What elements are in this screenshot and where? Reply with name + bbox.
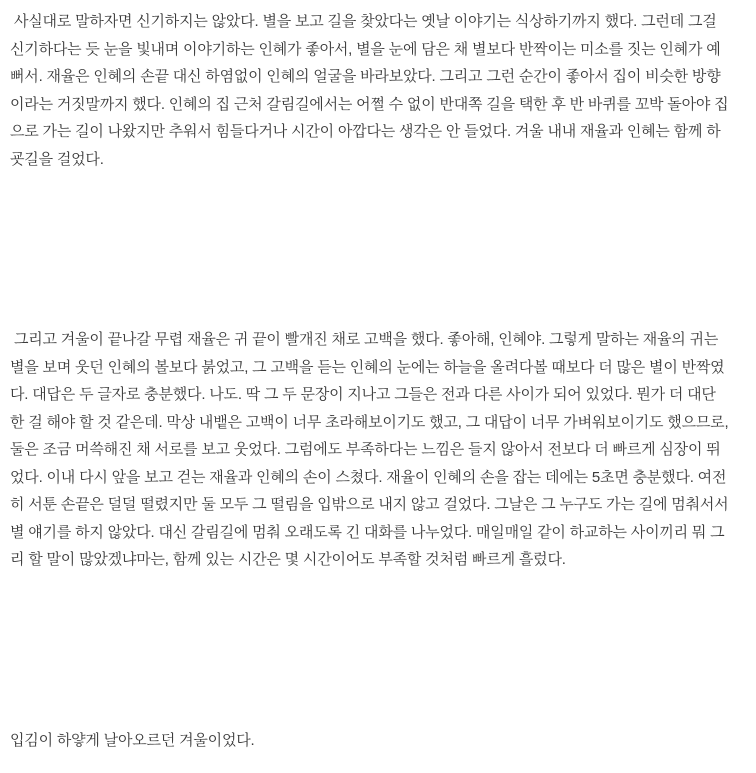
text-line: 었다. 이내 다시 앞을 보고 걷는 재율과 인혜의 손이 스쳤다. 재율이 인혜의 손을 잡는 데에는 5초면 충분했다. 여전 xyxy=(10,468,727,486)
text-line: 히 서툰 손끝은 덜덜 떨렸지만 둘 모두 그 떨림을 입밖으로 내지 않고 걸었다. 그날은 그 누구도 가는 길에 멈춰서서 xyxy=(10,496,729,513)
text-line: 입김이 하얗게 날아오르던 겨울이었다. xyxy=(10,731,255,749)
text-line: 둘은 조금 머쓱해진 채 서로를 보고 웃었다. 그럼에도 부족하다는 느낌은 들지 않아서 전보다 더 빠르게 심장이 뛰 xyxy=(10,441,721,458)
text-line: 별을 보며 웃던 인혜의 볼보다 붉었고, 그 고백을 듣는 인혜의 눈에는 하늘을 올려다볼 때보다 더 많은 별이 반짝였 xyxy=(10,358,725,376)
text-line: 다. 대답은 두 글자로 충분했다. 나도. 딱 그 두 문장이 지나고 그들은 전과 다른 사이가 되어 있었다. 뭔가 더 대단 xyxy=(10,386,716,403)
text-line: 이라는 거짓말까지 했다. 인혜의 집 근처 갈림길에서는 어쩔 수 없이 반대쪽 길을 택한 후 반 바퀴를 꼬박 돌아야 집 xyxy=(10,95,729,113)
text-line: 으로 가는 길이 나왔지만 추워서 힘들다거나 시간이 아깝다는 생각은 안 들었다. 겨울 내내 재율과 인혜는 함께 하 xyxy=(10,123,721,140)
text-line: 사실대로 말하자면 신기하지는 않았다. 별을 보고 길을 찾았다는 옛날 이야기는 식상하기까지 했다. 그런데 그걸 xyxy=(10,13,717,30)
text-line: 별 얘기를 하지 않았다. 대신 갈림길에 멈춰 오래도록 긴 대화를 나누었다. 매일매일 같이 하교하는 사이끼리 뭐 그 xyxy=(10,523,725,541)
text-line: 그리고 겨울이 끝나갈 무렵 재율은 귀 끝이 빨개진 채로 고백을 했다. 좋아해, 인혜야. 그렇게 말하는 재율의 귀는 xyxy=(10,331,719,348)
paragraph xyxy=(10,727,742,755)
paragraph xyxy=(10,8,742,173)
text-line: 굣길을 걸었다. xyxy=(10,150,104,168)
text-line: 신기하다는 듯 눈을 빛내며 이야기하는 인혜가 좋아서, 별을 눈에 담은 채 별보다 반짝이는 미소를 짓는 인혜가 예 xyxy=(10,40,721,58)
text-line: 리 할 말이 많았겠냐마는, 함께 있는 시간은 몇 시간이어도 부족할 것처럼 빠르게 흘렀다. xyxy=(10,551,566,568)
paragraph xyxy=(10,326,742,574)
text-line: 한 걸 해야 할 것 같은데. 막상 내뱉은 고백이 너무 초라해보이기도 했고, 그 대답이 너무 가벼워보이기도 했으므로, xyxy=(10,413,729,431)
text-line: 뻐서. 재율은 인혜의 손끝 대신 하염없이 인혜의 얼굴을 바라보았다. 그리고 그런 순간이 좋아서 집이 비슷한 방향 xyxy=(10,68,721,85)
